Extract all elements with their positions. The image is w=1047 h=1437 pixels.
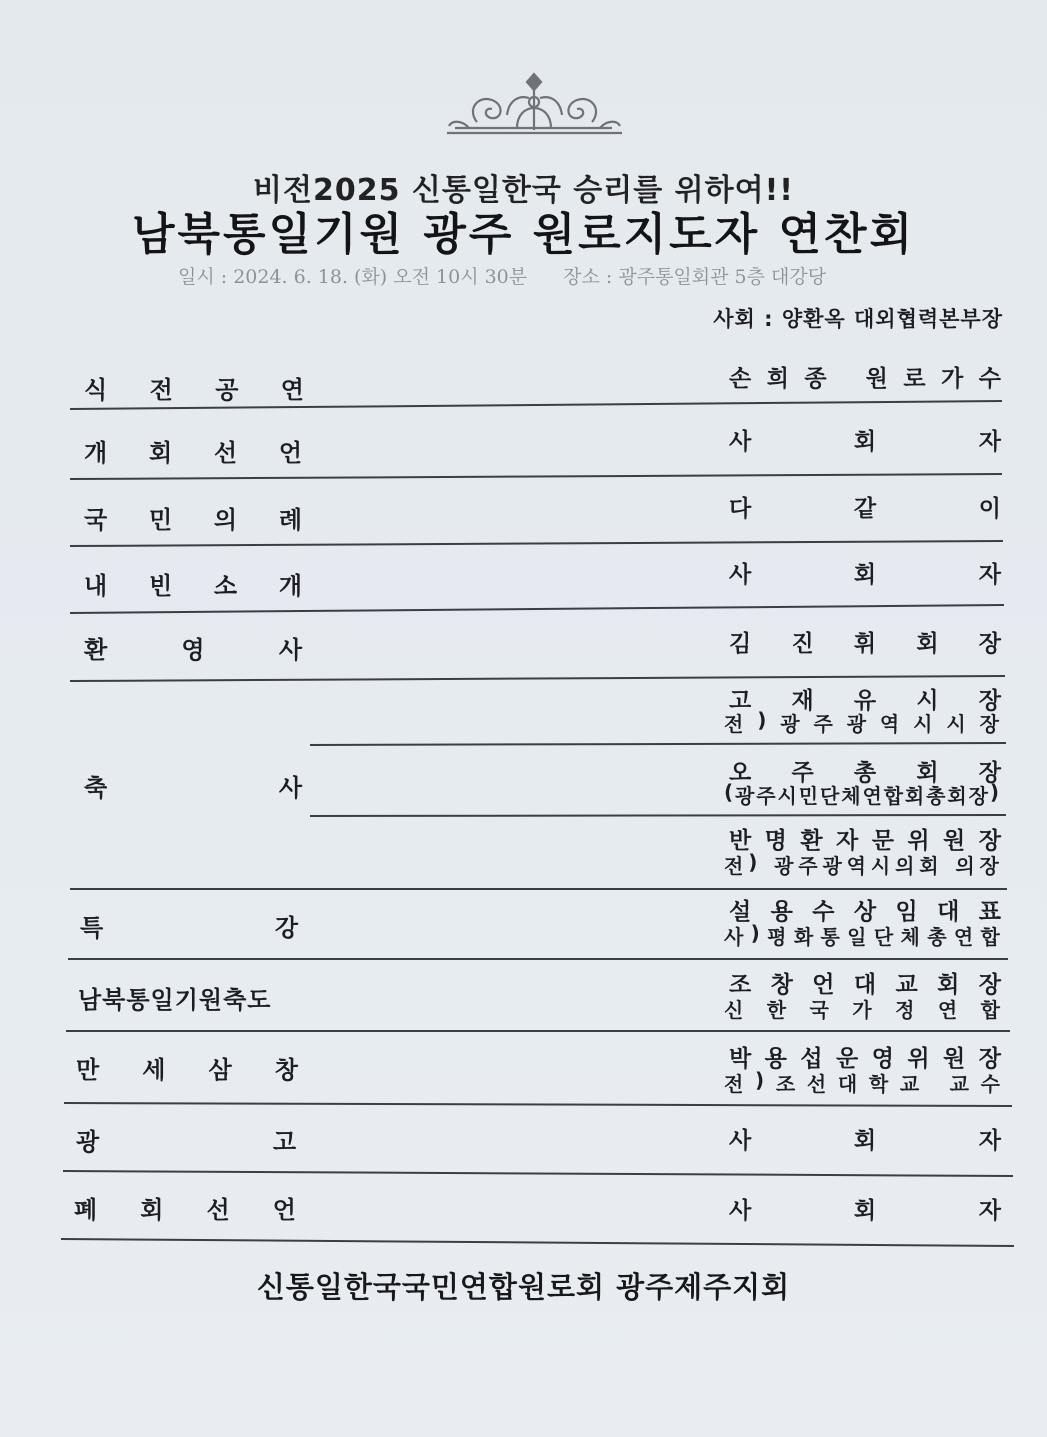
row-divider — [70, 888, 1007, 890]
speaker-name: 오 주 총 회 장 — [729, 760, 1001, 786]
row-divider — [70, 604, 1004, 614]
program-item-person: 박 용 섭 운 영 위 원 장 — [729, 1046, 1001, 1072]
program-item-label: 내 빈 소 개 — [84, 572, 302, 600]
row-divider — [64, 1102, 1012, 1107]
speaker-name: 반 명 환 자 문 위 원 장 — [729, 828, 1001, 854]
row-divider — [70, 473, 1002, 480]
program-item-label: 광 고 — [76, 1128, 296, 1156]
program-item-label: 만 세 삼 창 — [76, 1056, 298, 1084]
row-divider — [63, 1170, 1013, 1177]
program-item-label: 국 민 의 례 — [84, 506, 302, 534]
program-item-label: 환 영 사 — [84, 636, 302, 664]
event-date: 일시 : 2024. 6. 18. (화) 오전 10시 30분 — [178, 266, 528, 288]
row-divider — [70, 540, 1003, 547]
program-item-label: 특 강 — [80, 914, 298, 942]
program-item-label: 남북통일기원축도 — [78, 986, 272, 1014]
row-divider — [66, 1030, 1010, 1032]
speaker-title: ( 광 주 시 민 단 체 연 합 회 총 회 장 ) — [724, 780, 999, 808]
event-venue: 장소 : 광주통일회관 5층 대강당 — [563, 266, 827, 288]
program-item-person: 설 용 수 상 임 대 표 — [729, 899, 1001, 925]
speaker-divider — [310, 742, 1006, 746]
speaker-title: 전 ) 광 주 광 역 시 의 회 의 장 — [724, 850, 999, 878]
program-item-person-title: 사 ) 평 화 통 일 단 체 총 연 합 — [724, 921, 1000, 949]
row-divider — [70, 675, 1005, 682]
speaker-name: 고 재 유 시 장 — [729, 688, 1001, 714]
speaker-divider — [310, 814, 1006, 817]
program-item-person: 사 회 자 — [729, 562, 1001, 588]
program-item-person: 손 희 종 원 로 가 수 — [729, 366, 1001, 392]
program-item-person-title: 전 ) 조 선 대 학 교 교 수 — [724, 1068, 1000, 1096]
program-item-person: 사 회 자 — [729, 429, 1001, 455]
footer-organization: 신통일한국국민연합원로회 광주제주지회 — [256, 1270, 791, 1304]
program-item-label: 개 회 선 언 — [84, 439, 302, 467]
mc-line: 사회 : 양환옥 대외협력본부장 — [713, 307, 1003, 331]
program-item-label: 축 사 — [84, 774, 302, 802]
program-item-person: 김 진 휘 회 장 — [729, 631, 1001, 657]
program-item-label: 폐 회 선 언 — [74, 1196, 296, 1224]
program-item-person: 사 회 자 — [729, 1198, 1001, 1224]
speaker-title: 전 ) 광 주 광 역 시 시 장 — [724, 708, 999, 736]
row-divider — [61, 1238, 1014, 1247]
row-divider — [68, 958, 1008, 960]
program-item-person: 다 같 이 — [729, 496, 1001, 522]
page-title: 남북통일기원 광주 원로지도자 연찬회 — [131, 209, 916, 260]
program-item-person: 조 창 언 대 교 회 장 — [729, 972, 1001, 998]
program-item-person-title: 신 한 국 가 정 연 합 — [724, 998, 1000, 1022]
subtitle: 비전2025 신통일한국 승리를 위하여!! — [253, 173, 794, 208]
program-item-label: 식 전 공 연 — [84, 376, 304, 404]
program-item-person: 사 회 자 — [729, 1128, 1001, 1154]
